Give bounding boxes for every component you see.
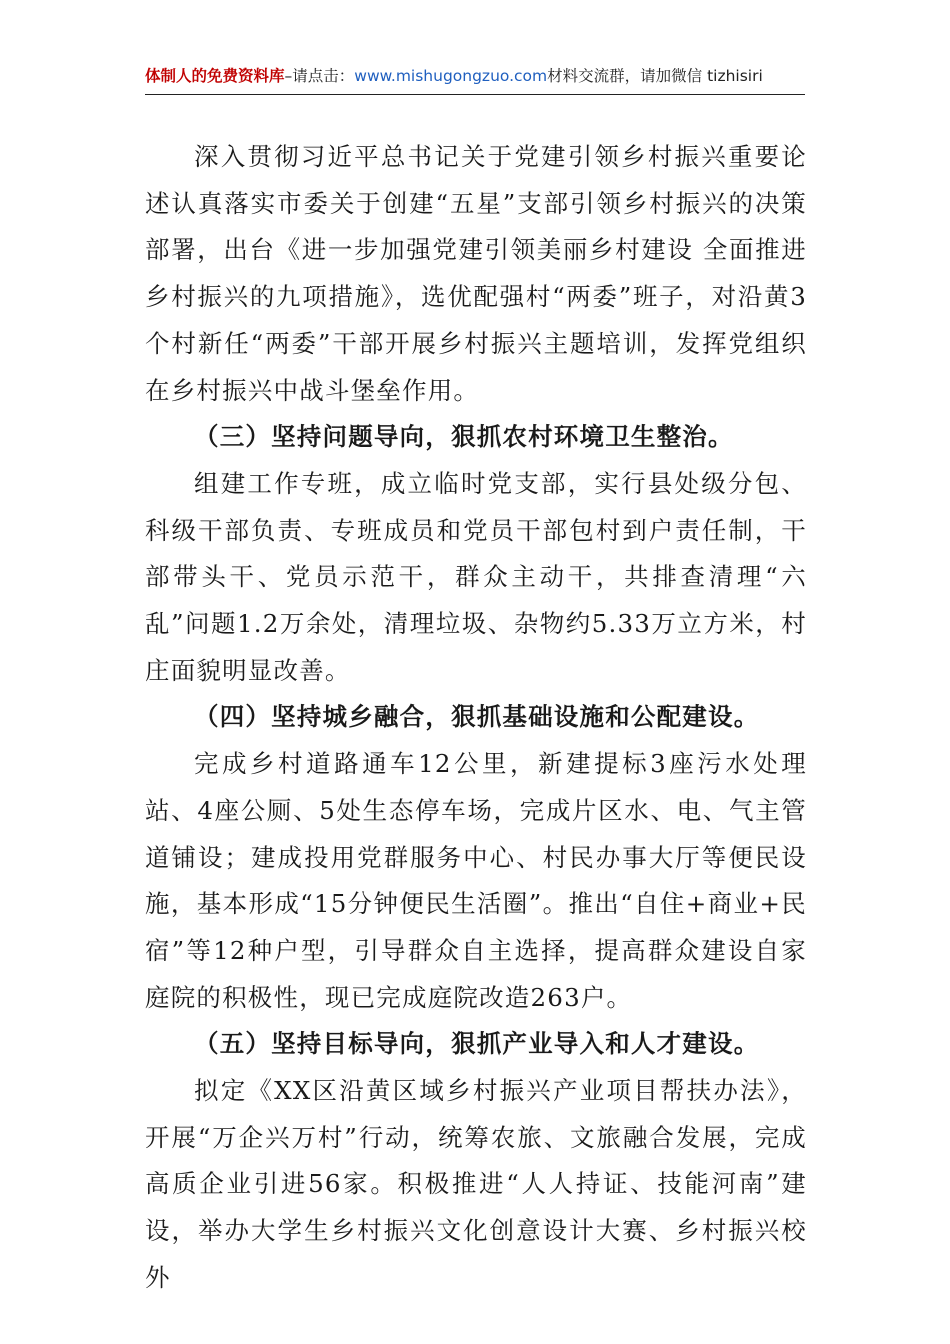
section-heading-5: （五）坚持目标导向，狠抓产业导入和人才建设。 — [194, 1029, 760, 1059]
document-body — [145, 134, 807, 1302]
body-paragraph: 拟定《XX区沿黄区域乡村振兴产业项目帮扶办法》，开展“万企兴万村”行动，统筹农旅、文旅融合发展，完成高质企业引进56家。积极推进“人人持证、技能河南”建设，举办大学生乡村振兴文化创意设计大赛、乡村振兴校外 — [145, 1076, 807, 1292]
header-url-link[interactable]: www.mishugongzuo.com — [354, 67, 548, 85]
body-paragraph: 完成乡村道路通车12公里，新建提标3座污水处理站、4座公厕、5处生态停车场，完成片区水、电、气主管道铺设；建成投用党群服务中心、村民办事大厅等便民设施，基本形成“15分钟便民生活圈”。推出“自住+商业+民宿”等12种户型，引导群众自主选择，提高群众建设自家庭院的积极性，现已完成庭院改造263户。 — [145, 749, 807, 1012]
document-header — [145, 64, 805, 95]
section-heading-4: （四）坚持城乡融合，狠抓基础设施和公配建设。 — [194, 702, 760, 732]
section-heading-3: （三）坚持问题导向，狠抓农村环境卫生整治。 — [194, 422, 734, 452]
header-prompt: –请点击： — [284, 67, 355, 85]
body-paragraph: 组建工作专班，成立临时党支部，实行县处级分包、科级干部负责、专班成员和党员干部包村到户责任制，干部带头干、党员示范干，群众主动干，共排查清理“六乱”问题1.2万余处，清理垃圾、杂物约5.33万立方米，村庄面貌明显改善。 — [145, 468, 807, 685]
header-contact: 材料交流群，请加微信 tizhisiri — [547, 67, 763, 85]
body-paragraph: 深入贯彻习近平总书记关于党建引领乡村振兴重要论述认真落实市委关于创建“五星”支部引领乡村振兴的决策部署，出台《进一步加强党建引领美丽乡村建设 全面推进乡村振兴的九项措施》，选优配强村“两委”班子，对沿黄3个村新任“两委”干部开展乡村振兴主题培训，发挥党组织在乡村振兴中战斗堡垒作用。 — [145, 142, 807, 405]
header-brand: 体制人的免费资料库 — [145, 67, 285, 85]
